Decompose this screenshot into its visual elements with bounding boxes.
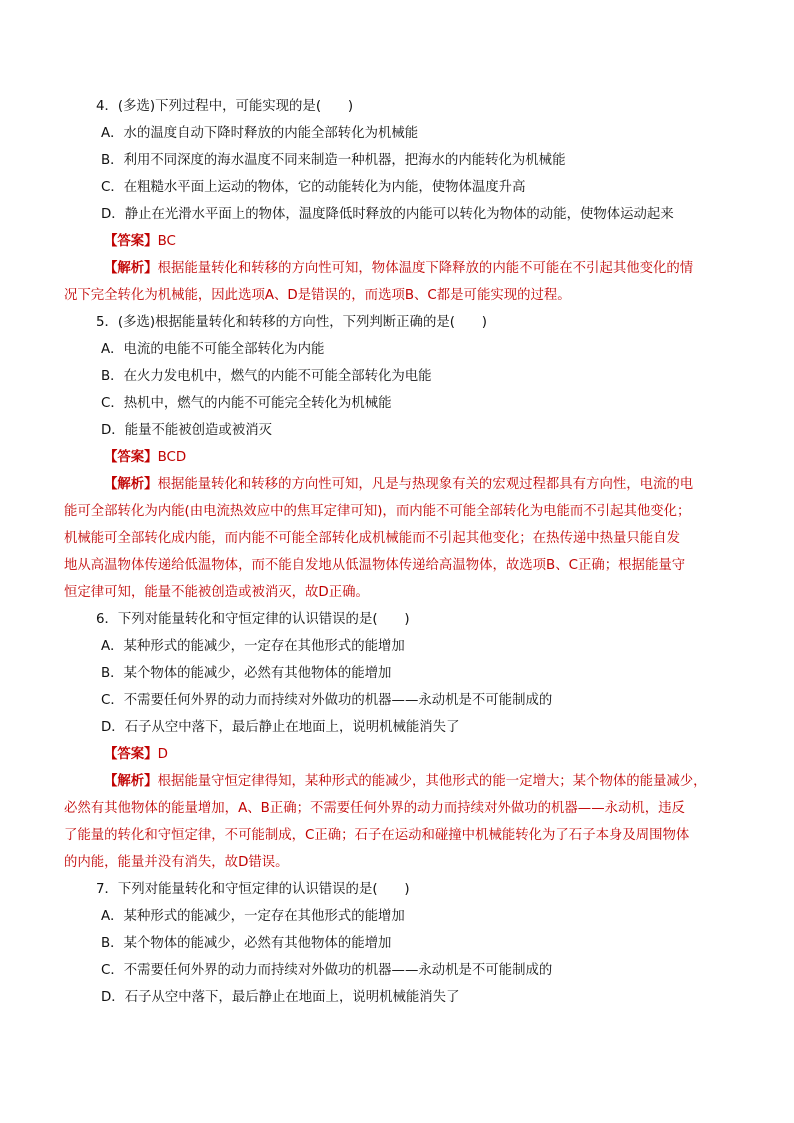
analysis-line (60, 498, 734, 525)
analysis-line (60, 282, 734, 309)
answer-tag: 【答案】 (104, 747, 158, 762)
question-7 (60, 876, 734, 1011)
option-b: B．在火力发电机中，燃气的内能不可能全部转化为电能 (101, 369, 432, 384)
analysis-line (60, 255, 734, 282)
analysis-line (60, 525, 734, 552)
option-d: D．石子从空中落下，最后静止在地面上，说明机械能消失了 (101, 720, 460, 735)
option-a: A．某种形式的能减少，一定存在其他形式的能增加 (101, 909, 405, 924)
answer-tag: 【答案】 (104, 450, 158, 465)
answer-value: BCD (157, 450, 187, 465)
analysis-tag: 【解析】 (104, 261, 158, 276)
option-c: C．不需要任何外界的动力而持续对外做功的机器——永动机是不可能制成的 (101, 963, 553, 978)
analysis-text: 地从高温物体传递给低温物体，而不能自发地从低温物体传递给高温物体，故选项B、C正确；根据能量守 (64, 558, 686, 573)
answer-line (60, 444, 734, 471)
answer-value: D (157, 747, 168, 762)
analysis-line (60, 795, 734, 822)
analysis-line (60, 471, 734, 498)
question-stem: 5．(多选)根据能量转化和转移的方向性，下列判断正确的是( ) (96, 315, 487, 330)
option-c: C．热机中，燃气的内能不可能完全转化为机械能 (101, 396, 392, 411)
option-a: A．某种形式的能减少，一定存在其他形式的能增加 (101, 639, 405, 654)
analysis-text: 根据能量转化和转移的方向性可知，凡是与热现象有关的宏观过程都具有方向性，电流的电 (157, 477, 694, 492)
analysis-text: 恒定律可知，能量不能被创造或被消灭，故D正确。 (64, 585, 369, 600)
question-stem: 4．(多选)下列过程中，可能实现的是( ) (96, 99, 354, 114)
analysis-line (60, 822, 734, 849)
analysis-line (60, 552, 734, 579)
analysis-text: 了能量的转化和守恒定律，不可能制成，C正确；石子在运动和碰撞中机械能转化为了石子本身及周围物体 (64, 828, 690, 843)
option-a: A．水的温度自动下降时释放的内能全部转化为机械能 (101, 126, 419, 141)
option-c: C．不需要任何外界的动力而持续对外做功的机器——永动机是不可能制成的 (101, 693, 553, 708)
analysis-tag: 【解析】 (104, 477, 158, 492)
answer-value: BC (157, 234, 176, 249)
analysis-line (60, 849, 734, 876)
answer-line (60, 741, 734, 768)
analysis-line (60, 579, 734, 606)
option-d: D．静止在光滑水平面上的物体，温度降低时释放的内能可以转化为物体的动能，使物体运动起来 (101, 207, 674, 222)
analysis-text: 根据能量转化和转移的方向性可知，物体温度下降释放的内能不可能在不引起其他变化的情 (157, 261, 694, 276)
analysis-text: 能可全部转化为内能(由电流热效应中的焦耳定律可知)，而内能不可能全部转化为电能而不引起其他变化； (64, 504, 691, 519)
analysis-text: 机械能可全部转化成内能，而内能不可能全部转化成机械能而不引起其他变化；在热传递中热量只能自发 (64, 531, 680, 546)
option-d: D．能量不能被创造或被消灭 (101, 423, 272, 438)
analysis-text: 况下完全转化为机械能，因此选项A、D是错误的，而选项B、C都是可能实现的过程。 (64, 288, 571, 303)
question-5 (60, 309, 734, 606)
question-stem: 6．下列对能量转化和守恒定律的认识错误的是( ) (96, 612, 410, 627)
option-c: C．在粗糙水平面上运动的物体，它的动能转化为内能，使物体温度升高 (101, 180, 526, 195)
answer-tag: 【答案】 (104, 234, 158, 249)
question-stem: 7．下列对能量转化和守恒定律的认识错误的是( ) (96, 882, 410, 897)
question-4 (60, 93, 734, 309)
analysis-text: 的内能，能量并没有消失，故D错误。 (64, 855, 289, 870)
option-b: B．某个物体的能减少，必然有其他物体的能增加 (101, 936, 392, 951)
analysis-line (60, 768, 734, 795)
analysis-text: 必然有其他物体的能量增加，A、B正确；不需要任何外界的动力而持续对外做功的机器——永动机，违反 (64, 801, 685, 816)
option-d: D．石子从空中落下，最后静止在地面上，说明机械能消失了 (101, 990, 460, 1005)
option-b: B．某个物体的能减少，必然有其他物体的能增加 (101, 666, 392, 681)
question-6 (60, 606, 734, 876)
answer-line (60, 228, 734, 255)
option-a: A．电流的电能不可能全部转化为内能 (101, 342, 325, 357)
analysis-text: 根据能量守恒定律得知，某种形式的能减少，其他形式的能一定增大；某个物体的能量减少， (157, 774, 707, 789)
analysis-tag: 【解析】 (104, 774, 158, 789)
option-b: B．利用不同深度的海水温度不同来制造一种机器，把海水的内能转化为机械能 (101, 153, 566, 168)
